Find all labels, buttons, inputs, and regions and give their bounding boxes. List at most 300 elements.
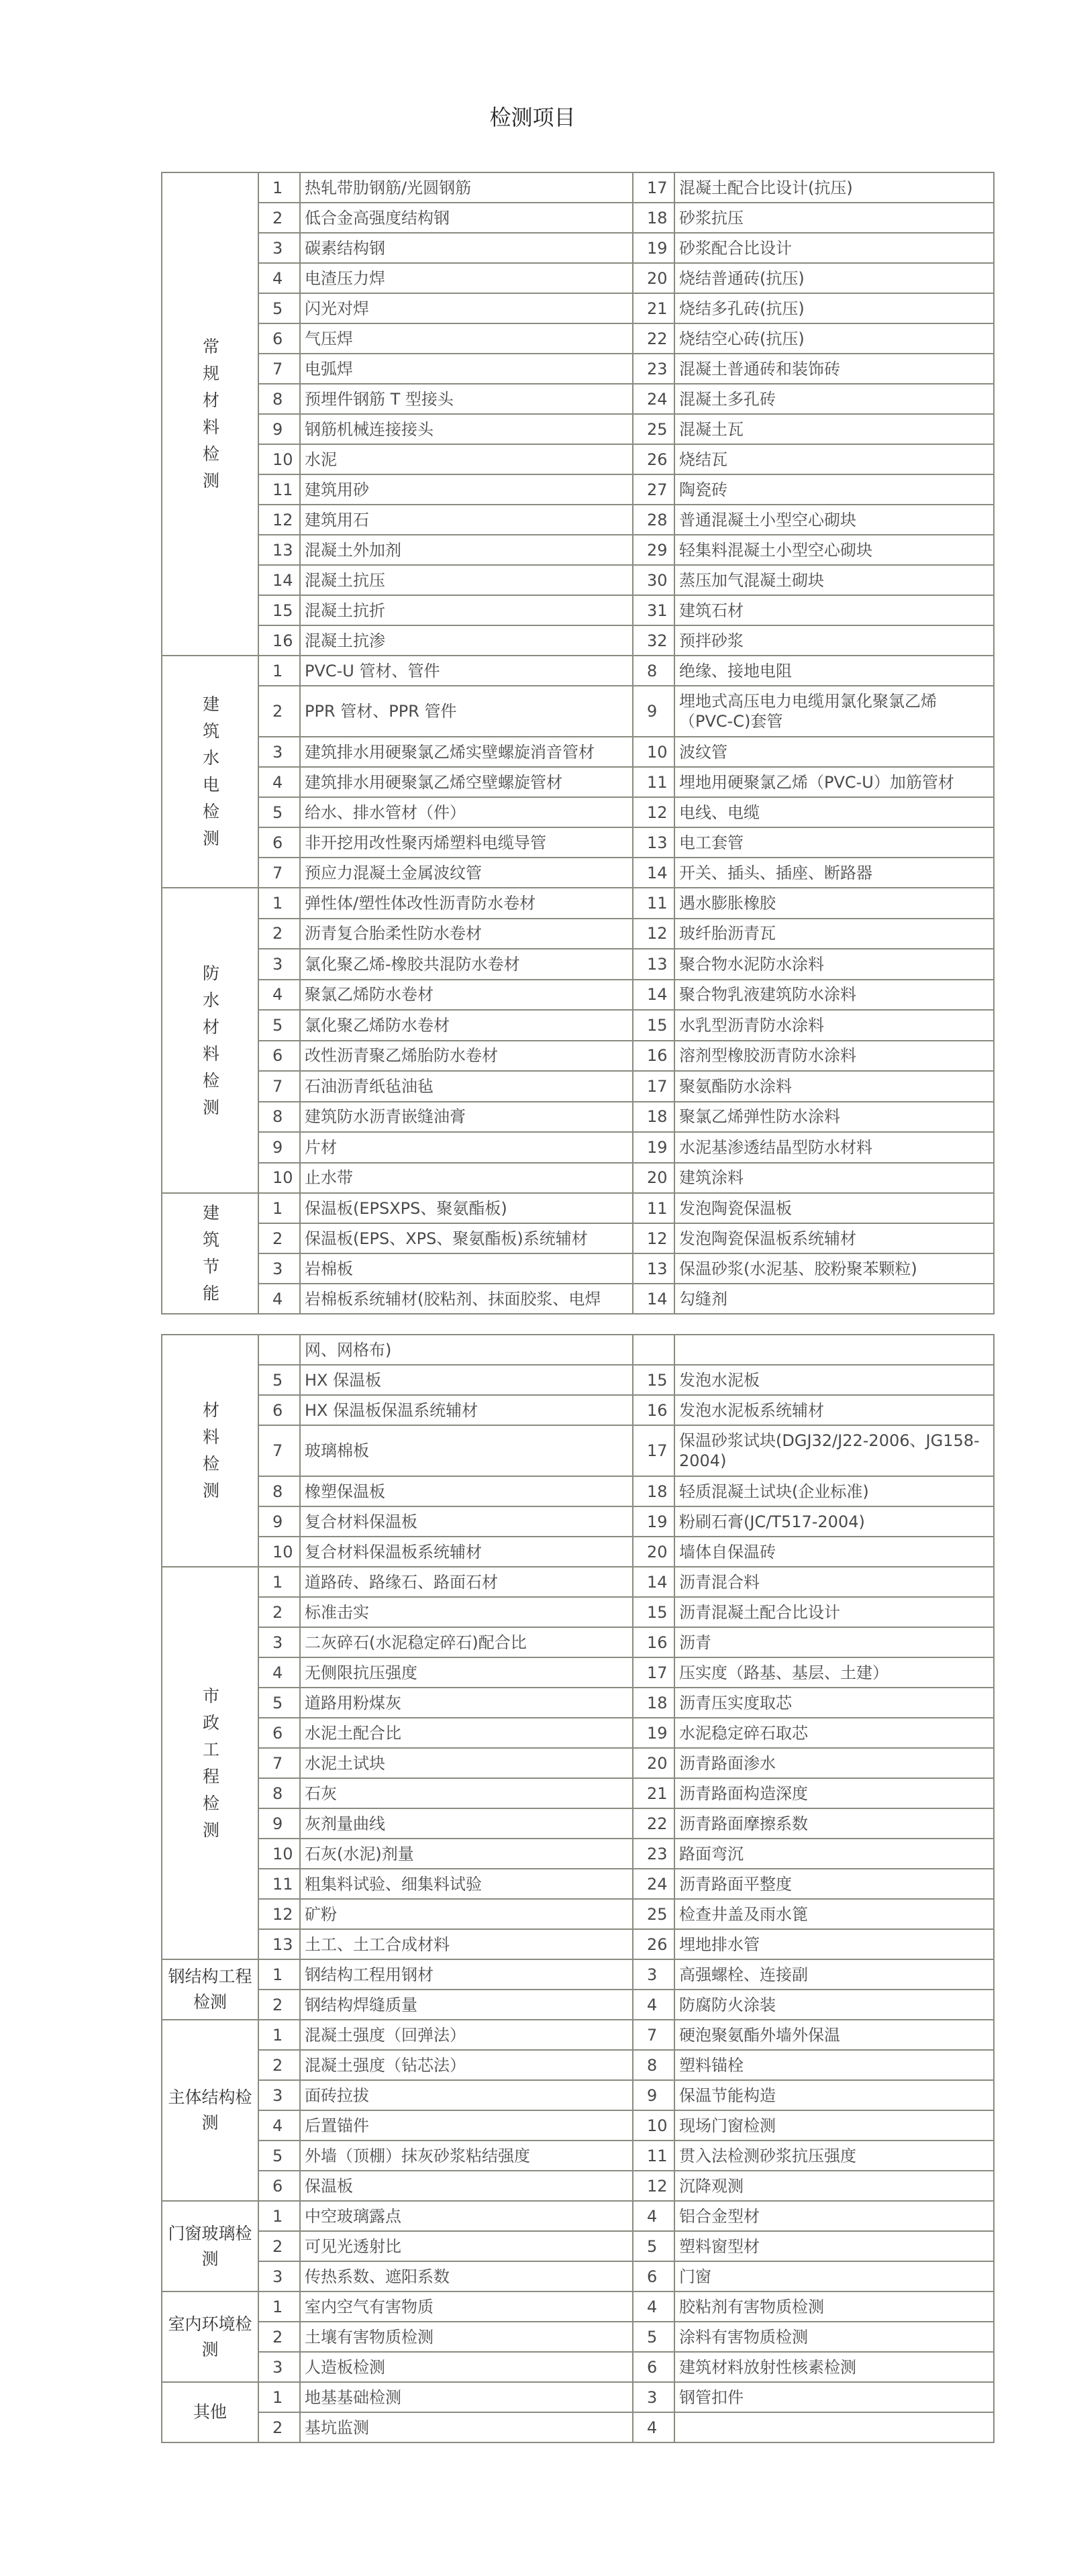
item-number: 9	[258, 1506, 300, 1537]
item-number: 9	[633, 2080, 674, 2110]
table-row	[162, 625, 994, 656]
item-number: 19	[633, 1506, 674, 1537]
table-row	[162, 2261, 994, 2291]
item-name: 涂料有害物质检测	[674, 2322, 994, 2352]
item-number: 14	[258, 565, 300, 595]
table-row	[162, 1657, 994, 1688]
table-row	[162, 1335, 994, 1365]
table-row	[162, 414, 994, 444]
item-number: 17	[633, 172, 674, 203]
item-name: 压实度（路基、基层、土建）	[674, 1657, 994, 1688]
item-name: 后置锚件	[300, 2110, 633, 2141]
item-number: 5	[258, 293, 300, 323]
item-number: 1	[258, 1193, 300, 1223]
item-number: 17	[633, 1425, 674, 1476]
table-row	[162, 767, 994, 797]
table-row	[162, 1163, 994, 1194]
table-row	[162, 1537, 994, 1567]
item-name: 水乳型沥青防水涂料	[674, 1010, 994, 1041]
item-name: 陶瓷砖	[674, 474, 994, 505]
item-name: 沥青路面渗水	[674, 1748, 994, 1778]
item-number: 5	[258, 2141, 300, 2171]
item-number: 26	[633, 444, 674, 474]
table-row	[162, 2382, 994, 2412]
item-number: 3	[258, 949, 300, 980]
item-name: 发泡水泥板	[674, 1365, 994, 1395]
table-row	[162, 354, 994, 384]
item-number: 3	[258, 2261, 300, 2291]
table-row	[162, 1253, 994, 1284]
item-number: 11	[258, 1869, 300, 1899]
item-name: 人造板检测	[300, 2352, 633, 2382]
table-row	[162, 1365, 994, 1395]
item-name: 粉刷石膏(JC/T517-2004)	[674, 1506, 994, 1537]
table-row	[162, 1748, 994, 1778]
item-name: 气压焊	[300, 323, 633, 354]
item-number: 1	[258, 656, 300, 686]
item-number: 11	[633, 1193, 674, 1223]
item-name: HX 保温板保温系统辅材	[300, 1395, 633, 1425]
table-row	[162, 2322, 994, 2352]
item-name: 溶剂型橡胶沥青防水涂料	[674, 1041, 994, 1072]
item-name: PPR 管材、PPR 管件	[300, 686, 633, 737]
table-row	[162, 1425, 994, 1476]
item-number: 4	[258, 2110, 300, 2141]
item-name: 钢筋机械连接接头	[300, 414, 633, 444]
item-name: 混凝土瓦	[674, 414, 994, 444]
item-name	[674, 1335, 994, 1365]
item-name: 片材	[300, 1132, 633, 1163]
item-name: 轻质混凝土试块(企业标准)	[674, 1476, 994, 1506]
item-number: 21	[633, 1778, 674, 1808]
item-name: 岩棉板	[300, 1253, 633, 1284]
table-row	[162, 686, 994, 737]
item-name: 道路砖、路缘石、路面石材	[300, 1567, 633, 1597]
item-number: 21	[633, 293, 674, 323]
table-row	[162, 384, 994, 414]
item-name: 沥青混凝土配合比设计	[674, 1597, 994, 1627]
item-number: 10	[633, 2110, 674, 2141]
item-number: 14	[633, 1284, 674, 1314]
item-name: 复合材料保温板	[300, 1506, 633, 1537]
item-name: 沥青复合胎柔性防水卷材	[300, 919, 633, 949]
item-number: 8	[258, 384, 300, 414]
item-name: 发泡水泥板系统辅材	[674, 1395, 994, 1425]
table-row	[162, 1929, 994, 1959]
item-name: 标准击实	[300, 1597, 633, 1627]
item-number: 22	[633, 323, 674, 354]
item-number: 30	[633, 565, 674, 595]
table-row	[162, 656, 994, 686]
item-name: 氯化聚乙烯-橡胶共混防水卷材	[300, 949, 633, 980]
table-row	[162, 263, 994, 293]
category-cell: 钢结构工程检测	[162, 1959, 258, 2020]
item-number: 18	[633, 1688, 674, 1718]
item-name: 砂浆抗压	[674, 203, 994, 233]
item-name: 水泥基渗透结晶型防水材料	[674, 1132, 994, 1163]
item-number: 4	[258, 1284, 300, 1314]
item-name: 墙体自保温砖	[674, 1537, 994, 1567]
table-row	[162, 1284, 994, 1314]
item-name: 粗集料试验、细集料试验	[300, 1869, 633, 1899]
item-name: 水泥土试块	[300, 1748, 633, 1778]
table-row	[162, 2110, 994, 2141]
item-number: 15	[633, 1010, 674, 1041]
item-number: 8	[633, 2050, 674, 2080]
item-name: 烧结多孔砖(抗压)	[674, 293, 994, 323]
item-number: 15	[633, 1365, 674, 1395]
item-number: 12	[633, 1223, 674, 1253]
item-number: 7	[258, 1071, 300, 1102]
item-name: 沥青路面平整度	[674, 1869, 994, 1899]
item-number: 17	[633, 1657, 674, 1688]
table-row	[162, 2412, 994, 2442]
item-name: HX 保温板	[300, 1365, 633, 1395]
table-row	[162, 858, 994, 888]
item-number: 6	[633, 2352, 674, 2382]
item-number: 5	[633, 2231, 674, 2261]
item-number: 6	[258, 827, 300, 858]
item-number: 2	[258, 1990, 300, 2020]
item-number: 5	[258, 1010, 300, 1041]
item-name: 混凝土抗压	[300, 565, 633, 595]
table-row	[162, 474, 994, 505]
category-cell: 材料检测	[162, 1335, 258, 1567]
item-number: 2	[258, 2322, 300, 2352]
item-name: 门窗	[674, 2261, 994, 2291]
item-number: 3	[258, 1253, 300, 1284]
item-name: 网、网格布)	[300, 1335, 633, 1365]
table-row	[162, 1959, 994, 1990]
item-number: 6	[258, 1041, 300, 1072]
item-name: 保温砂浆(水泥基、胶粉聚苯颗粒)	[674, 1253, 994, 1284]
item-name: 闪光对焊	[300, 293, 633, 323]
item-name: 改性沥青聚乙烯胎防水卷材	[300, 1041, 633, 1072]
item-number: 4	[633, 2412, 674, 2442]
item-name: 建筑涂料	[674, 1163, 994, 1194]
item-name: 蒸压加气混凝土砌块	[674, 565, 994, 595]
item-name: 预埋件钢筋 T 型接头	[300, 384, 633, 414]
item-number: 3	[258, 1627, 300, 1657]
item-name: 土壤有害物质检测	[300, 2322, 633, 2352]
table-row	[162, 797, 994, 827]
item-number: 11	[633, 767, 674, 797]
item-number: 5	[258, 1365, 300, 1395]
item-number: 5	[258, 1688, 300, 1718]
item-number: 25	[633, 414, 674, 444]
item-number: 3	[258, 2080, 300, 2110]
item-number: 5	[633, 2322, 674, 2352]
category-cell: 主体结构检测	[162, 2020, 258, 2201]
item-name: 水泥土配合比	[300, 1718, 633, 1748]
item-number: 18	[633, 203, 674, 233]
item-number: 4	[258, 767, 300, 797]
item-name: 建筑材料放射性核素检测	[674, 2352, 994, 2382]
table-row	[162, 1102, 994, 1133]
item-name: 胶粘剂有害物质检测	[674, 2291, 994, 2322]
item-number: 27	[633, 474, 674, 505]
item-name: 建筑防水沥青嵌缝油膏	[300, 1102, 633, 1133]
table-row	[162, 2080, 994, 2110]
item-name: 防腐防火涂装	[674, 1990, 994, 2020]
item-number: 6	[633, 2261, 674, 2291]
item-name: 路面弯沉	[674, 1839, 994, 1869]
item-number: 1	[258, 1959, 300, 1990]
table-row	[162, 1506, 994, 1537]
item-name: 电弧焊	[300, 354, 633, 384]
item-name: 道路用粉煤灰	[300, 1688, 633, 1718]
table-row	[162, 1839, 994, 1869]
item-name: 砂浆配合比设计	[674, 233, 994, 263]
item-name: 遇水膨胀橡胶	[674, 888, 994, 919]
item-number: 18	[633, 1476, 674, 1506]
item-number: 4	[633, 2201, 674, 2231]
item-number: 1	[258, 2382, 300, 2412]
item-number: 7	[633, 2020, 674, 2050]
item-name: 波纹管	[674, 737, 994, 767]
table-row	[162, 919, 994, 949]
item-number: 24	[633, 1869, 674, 1899]
table-row	[162, 1476, 994, 1506]
table-row	[162, 2231, 994, 2261]
item-number: 20	[633, 263, 674, 293]
item-number: 20	[633, 1748, 674, 1778]
item-name: 聚氯乙烯防水卷材	[300, 980, 633, 1011]
category-cell: 室内环境检测	[162, 2291, 258, 2382]
table-row	[162, 1132, 994, 1163]
item-name: 石灰	[300, 1778, 633, 1808]
category-cell: 防水材料检测	[162, 888, 258, 1193]
item-number: 6	[258, 2171, 300, 2201]
category-cell: 门窗玻璃检测	[162, 2201, 258, 2291]
table-row	[162, 1193, 994, 1223]
table-row	[162, 172, 994, 203]
item-number: 4	[633, 1990, 674, 2020]
item-name: 保温板(EPS、XPS、聚氨酯板)系统辅材	[300, 1223, 633, 1253]
item-name: 保温砂浆试块(DGJ32/J22-2006、JG158-2004)	[674, 1425, 994, 1476]
item-name: 发泡陶瓷保温板	[674, 1193, 994, 1223]
item-name: 石灰(水泥)剂量	[300, 1839, 633, 1869]
item-name: 贯入法检测砂浆抗压强度	[674, 2141, 994, 2171]
item-number: 1	[258, 1567, 300, 1597]
table-row	[162, 1010, 994, 1041]
test-items-table-2	[161, 1334, 995, 2443]
item-name: 聚合物乳液建筑防水涂料	[674, 980, 994, 1011]
item-number: 9	[258, 414, 300, 444]
item-name: 埋地排水管	[674, 1929, 994, 1959]
item-number: 19	[633, 233, 674, 263]
item-number: 4	[258, 980, 300, 1011]
item-name: 可见光透射比	[300, 2231, 633, 2261]
item-name: 氯化聚乙烯防水卷材	[300, 1010, 633, 1041]
table-row	[162, 233, 994, 263]
item-name: 保温板	[300, 2171, 633, 2201]
item-name: 面砖拉拔	[300, 2080, 633, 2110]
table-row	[162, 2020, 994, 2050]
table-row	[162, 1395, 994, 1425]
table-row	[162, 2201, 994, 2231]
item-name: 混凝土外加剂	[300, 535, 633, 565]
item-name: 电线、电缆	[674, 797, 994, 827]
item-name: 矿粉	[300, 1899, 633, 1929]
item-name: 烧结普通砖(抗压)	[674, 263, 994, 293]
item-number: 17	[633, 1071, 674, 1102]
item-number: 8	[258, 1102, 300, 1133]
item-number: 13	[633, 1253, 674, 1284]
item-name: 电工套管	[674, 827, 994, 858]
item-name: 橡塑保温板	[300, 1476, 633, 1506]
item-number: 2	[258, 203, 300, 233]
item-number: 14	[633, 1567, 674, 1597]
item-number: 10	[258, 1839, 300, 1869]
item-name: 勾缝剂	[674, 1284, 994, 1314]
table-row	[162, 1688, 994, 1718]
item-number: 6	[258, 1718, 300, 1748]
item-name: 钢管扣件	[674, 2382, 994, 2412]
item-number: 16	[258, 625, 300, 656]
item-number: 1	[258, 2291, 300, 2322]
item-number: 3	[258, 2352, 300, 2382]
item-name: 烧结空心砖(抗压)	[674, 323, 994, 354]
item-number: 14	[633, 980, 674, 1011]
item-number: 29	[633, 535, 674, 565]
item-number	[633, 1335, 674, 1365]
table-row	[162, 949, 994, 980]
table-row	[162, 1223, 994, 1253]
table-row	[162, 1869, 994, 1899]
table-row	[162, 505, 994, 535]
item-name: 止水带	[300, 1163, 633, 1194]
item-name: 沥青路面构造深度	[674, 1778, 994, 1808]
item-number: 7	[258, 858, 300, 888]
item-number: 19	[633, 1718, 674, 1748]
item-name: 水泥稳定碎石取芯	[674, 1718, 994, 1748]
item-name: 沥青路面摩擦系数	[674, 1808, 994, 1839]
item-name: 埋地式高压电力电缆用氯化聚氯乙烯（PVC-C)套管	[674, 686, 994, 737]
item-name: 保温板(EPSXPS、聚氨酯板)	[300, 1193, 633, 1223]
item-name: 聚氨酯防水涂料	[674, 1071, 994, 1102]
category-cell: 建筑节能	[162, 1193, 258, 1314]
item-name: 钢结构焊缝质量	[300, 1990, 633, 2020]
table-row	[162, 1041, 994, 1072]
item-name: 弹性体/塑性体改性沥青防水卷材	[300, 888, 633, 919]
item-number: 13	[633, 949, 674, 980]
table-row	[162, 827, 994, 858]
item-name: 发泡陶瓷保温板系统辅材	[674, 1223, 994, 1253]
item-number: 2	[258, 1597, 300, 1627]
table-row	[162, 1808, 994, 1839]
item-name: 玻纤胎沥青瓦	[674, 919, 994, 949]
item-number: 2	[258, 686, 300, 737]
table-row	[162, 1778, 994, 1808]
item-name: 混凝土多孔砖	[674, 384, 994, 414]
table-row	[162, 2141, 994, 2171]
item-name: 混凝土强度（回弹法）	[300, 2020, 633, 2050]
item-number: 24	[633, 384, 674, 414]
item-number: 26	[633, 1929, 674, 1959]
item-number: 19	[633, 1132, 674, 1163]
item-name: 检查井盖及雨水篦	[674, 1899, 994, 1929]
item-name: 绝缘、接地电阻	[674, 656, 994, 686]
item-name: 聚合物水泥防水涂料	[674, 949, 994, 980]
item-number: 16	[633, 1395, 674, 1425]
item-number: 15	[258, 595, 300, 625]
item-number: 13	[258, 1929, 300, 1959]
item-number: 20	[633, 1163, 674, 1194]
item-name: 混凝土强度（钻芯法）	[300, 2050, 633, 2080]
item-number: 8	[258, 1476, 300, 1506]
item-number: 9	[258, 1808, 300, 1839]
item-number: 5	[258, 797, 300, 827]
item-number: 18	[633, 1102, 674, 1133]
item-name: 开关、插头、插座、断路器	[674, 858, 994, 888]
item-number: 12	[633, 797, 674, 827]
item-number: 11	[633, 2141, 674, 2171]
item-number: 1	[258, 888, 300, 919]
item-number: 10	[258, 1163, 300, 1194]
item-number: 12	[633, 919, 674, 949]
item-name: 建筑用砂	[300, 474, 633, 505]
item-number: 6	[258, 323, 300, 354]
item-name: 普通混凝土小型空心砌块	[674, 505, 994, 535]
table-row	[162, 444, 994, 474]
item-number: 15	[633, 1597, 674, 1627]
item-number: 10	[633, 737, 674, 767]
item-name: 电渣压力焊	[300, 263, 633, 293]
item-name: 非开挖用改性聚丙烯塑料电缆导管	[300, 827, 633, 858]
item-number: 9	[633, 686, 674, 737]
item-name: 埋地用硬聚氯乙烯（PVC-U）加筋管材	[674, 767, 994, 797]
item-number: 20	[633, 1537, 674, 1567]
item-number: 28	[633, 505, 674, 535]
table-row	[162, 595, 994, 625]
item-number: 7	[258, 1425, 300, 1476]
item-number: 7	[258, 354, 300, 384]
item-name: 传热系数、遮阳系数	[300, 2261, 633, 2291]
item-name: 混凝土抗折	[300, 595, 633, 625]
table-row	[162, 737, 994, 767]
item-name: 无侧限抗压强度	[300, 1657, 633, 1688]
item-name: 热轧带肋钢筋/光圆钢筋	[300, 172, 633, 203]
item-number: 13	[258, 535, 300, 565]
item-name: 基坑监测	[300, 2412, 633, 2442]
item-name: 建筑石材	[674, 595, 994, 625]
item-name: 高强螺栓、连接副	[674, 1959, 994, 1990]
table-row	[162, 1567, 994, 1597]
item-number: 23	[633, 354, 674, 384]
category-cell: 其他	[162, 2382, 258, 2442]
item-name: 碳素结构钢	[300, 233, 633, 263]
item-number: 12	[258, 505, 300, 535]
item-name: 土工、土工合成材料	[300, 1929, 633, 1959]
item-number: 2	[258, 2231, 300, 2261]
item-name: 混凝土抗渗	[300, 625, 633, 656]
table-row	[162, 888, 994, 919]
item-name: 复合材料保温板系统辅材	[300, 1537, 633, 1567]
test-items-table-1	[161, 172, 995, 1315]
item-number: 10	[258, 1537, 300, 1567]
table-row	[162, 1899, 994, 1929]
item-number: 11	[258, 474, 300, 505]
item-name: 塑料窗型材	[674, 2231, 994, 2261]
item-name: 石油沥青纸毡油毡	[300, 1071, 633, 1102]
item-number: 3	[633, 1959, 674, 1990]
item-name: 地基基础检测	[300, 2382, 633, 2412]
item-number: 16	[633, 1041, 674, 1072]
item-name: 沉降观测	[674, 2171, 994, 2201]
item-name: 给水、排水管材（件）	[300, 797, 633, 827]
item-number: 31	[633, 595, 674, 625]
